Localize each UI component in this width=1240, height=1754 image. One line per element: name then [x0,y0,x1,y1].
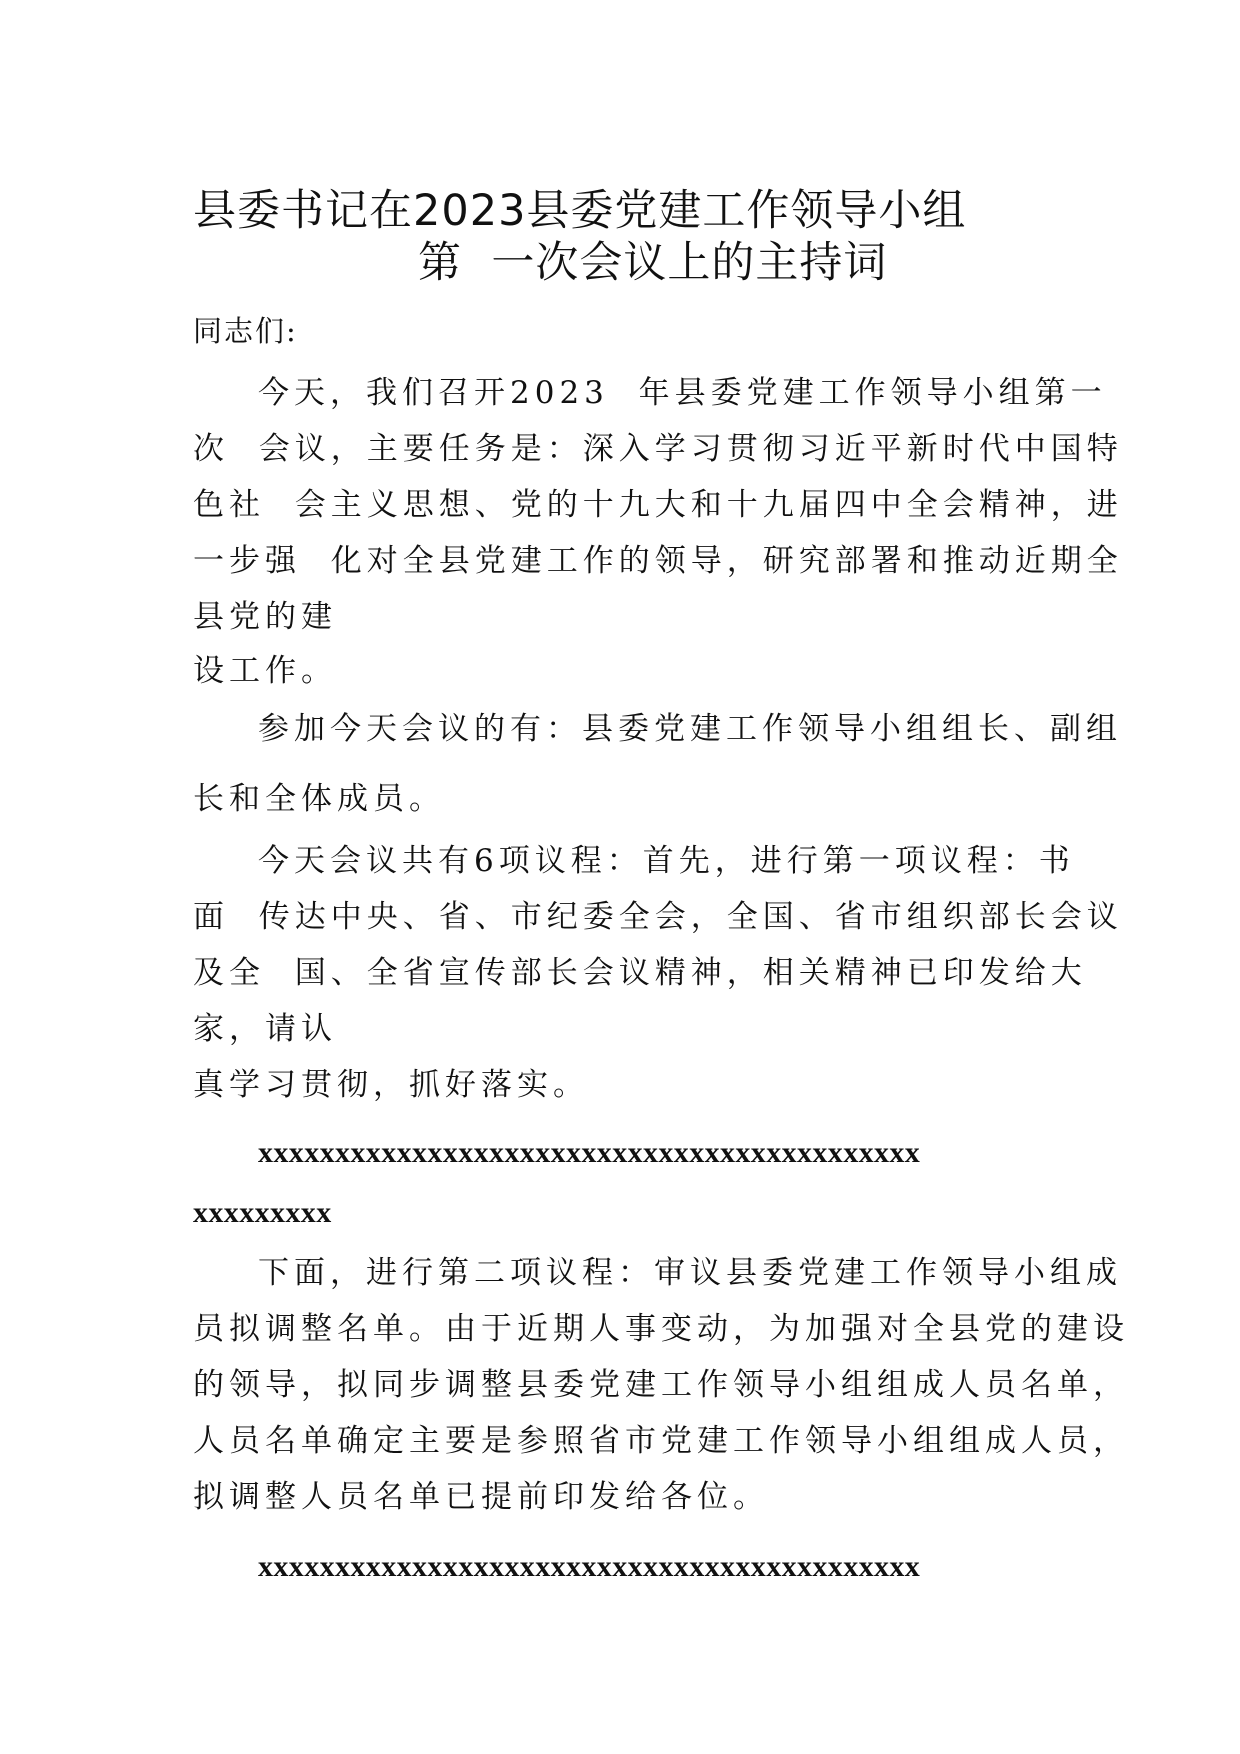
paragraph-1-line-2: 次 会议，主要任务是：深入学习贯彻习近平新时代中国特 [193,431,1123,467]
paragraph-3-line-4: 家，请认 [193,1011,337,1047]
paragraph-3-line-2: 面 传达中央、省、市纪委全会，全国、省市组织部长会议 [193,899,1123,935]
placeholder-row-2: xxxxxxxxx [193,1196,332,1229]
placeholder-row-3: xxxxxxxxxxxxxxxxxxxxxxxxxxxxxxxxxxxxxxxxxxx [258,1550,921,1583]
title-line-2: 第 一次会议上的主持词 [418,238,888,288]
paragraph-1-line-5: 县党的建 [193,599,337,635]
paragraph-3-line-5: 真学习贯彻，抓好落实。 [193,1067,589,1103]
paragraph-4-line-2: 员拟调整名单。由于近期人事变动，为加强对全县党的建设 [193,1311,1129,1347]
paragraph-1-line-1: 今天，我们召开2023 年县委党建工作领导小组第一 [258,375,1107,411]
paragraph-4-line-4: 人员名单确定主要是参照省市党建工作领导小组组成人员， [193,1423,1129,1459]
paragraph-4-line-3: 的领导，拟同步调整县委党建工作领导小组组成人员名单， [193,1367,1129,1403]
paragraph-1-line-3: 色社 会主义思想、党的十九大和十九届四中全会精神，进 [193,487,1123,523]
paragraph-2-line-2: 长和全体成员。 [193,781,445,817]
paragraph-1-line-6: 设工作。 [193,653,337,689]
paragraph-4-line-5: 拟调整人员名单已提前印发给各位。 [193,1479,769,1515]
placeholder-row-1: xxxxxxxxxxxxxxxxxxxxxxxxxxxxxxxxxxxxxxxxxxx [258,1136,921,1169]
title-line-1: 县委书记在2023县委党建工作领导小组 [193,186,967,236]
paragraph-3-line-3: 及全 国、全省宣传部长会议精神，相关精神已印发给大 [193,955,1087,991]
paragraph-1-line-4: 一步强 化对全县党建工作的领导，研究部署和推动近期全 [193,543,1123,579]
paragraph-4-line-1: 下面，进行第二项议程：审议县委党建工作领导小组成 [258,1255,1122,1291]
paragraph-3-line-1: 今天会议共有6项议程：首先，进行第一项议程：书 [258,843,1075,879]
salutation: 同志们: [193,314,298,348]
paragraph-2-line-1: 参加今天会议的有：县委党建工作领导小组组长、副组 [258,711,1122,747]
